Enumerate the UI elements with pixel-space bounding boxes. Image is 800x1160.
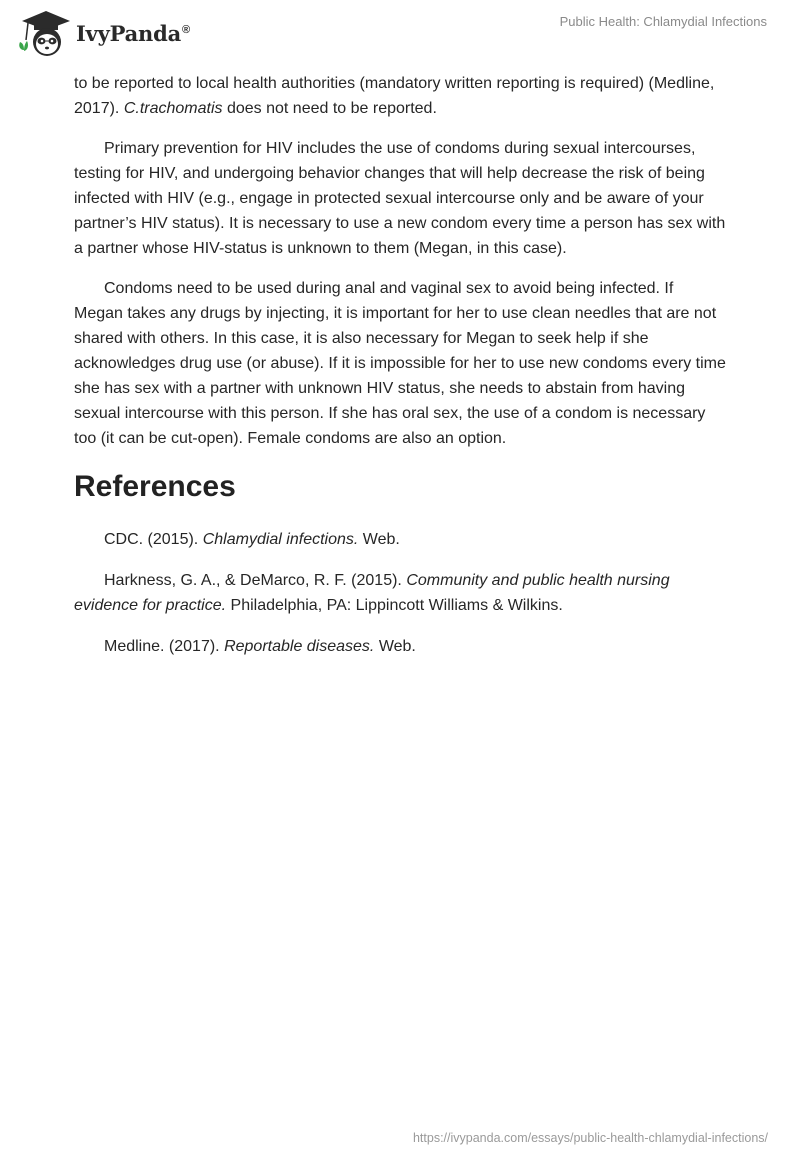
panda-graduate-icon [14, 8, 74, 58]
paragraph-3: Condoms need to be used during anal and vaginal sex to avoid being infected. If Megan takes any drugs by injecting, it is important for her to use clean needles that are not shared with others. In this case, it is also necessary for Megan to seek help if she acknowledges drug use (or abuse). If it is impossible for her to use new condoms every time she has sex with a partner with unknown HIV status, she needs to abstain from having sexual intercourse with this person. If she has oral sex, the use of a condom is necessary too (it can be cut-open). Female condoms are also an option. [74, 280, 726, 447]
essay-content [74, 71, 726, 675]
brand-name: IvyPanda® [76, 21, 190, 46]
ivypanda-logo[interactable] [14, 8, 234, 58]
paragraph-2: Primary prevention for HIV includes the use of condoms during sexual intercourses, testing for HIV, and undergoing behavior changes that will help decrease the risk of being infected with HIV (e.g., engage in protected sexual intercourse only and be aware of your partner’s HIV status). It is necessary to use a new condom every time a person has sex with a partner whose HIV-status is unknown to them (Megan, in this case). [74, 140, 726, 257]
reference-item: CDC. (2015). Chlamydial infections. Web. [104, 531, 400, 548]
species-name: C.trachomatis [123, 100, 223, 117]
paragraph-1: to be reported to local health authorities (mandatory written reporting is required) (Medline, 2017). C.trachomatis does not need to be reported. [74, 75, 715, 117]
running-title: Public Health: Chlamydial Infections [559, 14, 767, 29]
references-heading: References [74, 470, 236, 503]
reference-item: Harkness, G. A., & DeMarco, R. F. (2015). Community and public health nursing evidence for practice. Philadelphia, PA: Lippincott Williams & Wilkins. [74, 572, 670, 614]
footer-source-url[interactable]: https://ivypanda.com/essays/public-health-chlamydial-infections/ [412, 1131, 768, 1145]
page-header [0, 0, 800, 70]
reference-item: Medline. (2017). Reportable diseases. Web. [104, 638, 416, 655]
